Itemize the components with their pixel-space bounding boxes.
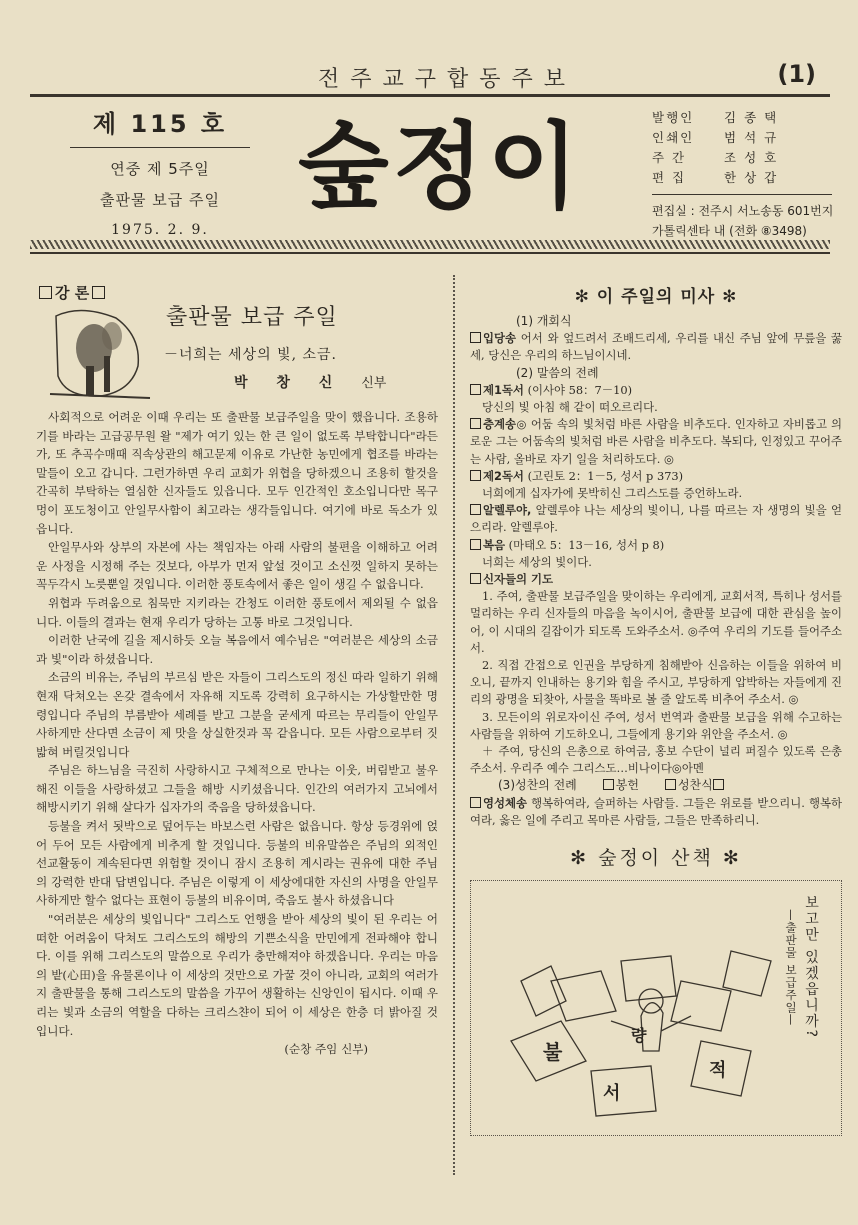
staff-list [652,108,842,241]
liturgical-week: 연중 제 5주일 [110,160,210,178]
paragraph: 이러한 난국에 길을 제시하듯 오늘 복음에서 예수님은 "여러분은 세상의 소금과 빛"이라 하셨읍니다. [36,633,438,666]
paragraph: 소금의 비유는, 주님의 부르심 받은 자들이 그리스도의 정신 따라 일하기 위해 현재 닥쳐오는 온갖 결속에서 자유해 지도록 강력히 요구하시는 가상할만한 명령입니다 주님의 부름받아 세례를 받고 그분을 굳세게 따르는 무리들이 안일무사하게만 산다면 소금이 제 맛을 상실한것과 꼭 같읍니다. 모든 사람으로부터 짓밟혀 버릴것입니다 [36,670,438,759]
box-icon [665,779,676,790]
mass-text [470,313,842,829]
first-reading: 제1독서 (이사야 58：7－10) [470,382,842,399]
box-icon [470,384,481,395]
header-top-rule [30,94,830,97]
psalm: 층계송◎ 어둠 속의 빛처럼 바른 사람을 비추도다. 인자하고 자비롭고 의로운 그는 어둠속의 빛처럼 바른 사람을 비추도다. 복되다, 인정있고 꾸어주는 사람, 올바로 자기 일을 처리하도다. ◎ [470,417,842,466]
box-icon [470,470,481,481]
first-reading-text: 당신의 빛 아침 해 같이 떠오르리다. [482,400,658,415]
publication-name: 전주교구합동주보 [318,67,577,92]
box-icon [470,418,481,429]
staff-role: 인쇄인 [652,130,695,145]
staff-row [652,148,842,168]
alleluia: 알렐루야, 알렐루야 나는 세상의 빛이니, 나를 따르는 자 생명의 빛을 얻으리라. 알렐루야. [470,503,842,535]
staff-divider [652,194,832,195]
box-icon [470,797,481,808]
occasion: 출판물 보급 주일 [100,191,220,209]
paragraph: 주님은 하느님을 극진히 사랑하시고 구체적으로 만나는 이웃, 버림받고 불우해진 이들을 사랑하셨고 그들을 해방 시키셨읍니다. 인간의 여러가지 고뇌에서 해방시키기 위해 살다가 십자가의 죽음을 당하셨읍니다. [36,763,438,815]
header-bottom-rule [30,252,830,254]
issue-date: 1975. 2. 9. [111,222,209,238]
gospel-text: 너희는 세상의 빛이다. [482,554,592,569]
article-subtitle: －너희는 세상의 빛, 소금. [164,347,337,363]
sign-char: 서 [603,1083,621,1105]
staff-role: 편 집 [652,170,687,185]
box-icon [470,539,481,550]
box-icon [470,504,481,515]
prayers-heading: 신자들의 기도 [470,571,842,588]
walk-title: ✻ 숲정이 산책 ✻ [570,847,742,870]
second-reading: 제2독서 (고린토 2：1－5, 성서 p 373) [470,468,842,485]
article-body [36,408,438,1059]
article-author: 박 창 신 신부 [234,375,387,391]
article-title: 출판물 보급 주일 [166,305,338,330]
masthead-title: 숲정이 [298,113,583,222]
office-phone: 가톨릭센타 내 (전화 ⑧3498) [652,224,807,238]
sign-char: 량 [631,1026,647,1046]
cartoon-subcaption: —출판물 보급주일— [784,909,798,1027]
box-icon [92,286,105,299]
column-divider [453,275,455,1175]
paragraph: 사회적으로 어려운 이때 우리는 또 출판물 보급주일을 맞이 했읍니다. 조용하기를 바라는 고급공무원 왈 "제가 여기 있는 한 큰 일이 없도록 부탁합니다"라든가, 또 추곡수매때 직속상관의 해고문제 이유로 가난한 농민에게 협조를 바라는 말들이 오고 갑니다. 그런가하면 우리 교회가 위협을 당하겠으니 조용히 할것을 간곡히 부탁하는 열심한 신자들도 있읍니다. 모두 인간적인 호소입니다만 목구멍이 포도청이고 안일무사함이 최고라는 생각들입니다. 여기에 바로 독소가 있읍니다. [36,410,438,536]
communion-antiphon: 영성체송 행복하여라, 슬퍼하는 사람들. 그들은 위로를 받으리니. 행복하여라, 옳은 일에 주리고 목마른 사람들, 그들은 만족하리니. [470,795,843,827]
staff-role: 발행인 [652,110,695,125]
candle-illustration-icon [46,306,156,402]
prayer-item: 1. 주여, 출판물 보급주일을 맞이하는 우리에게, 교회서적, 특히나 성서를 멀리하는 우리 신자들의 마음을 녹이시어, 출판물 보급에 대한 관심을 높이어, 이 시대의 길잡이가 되도록 도와주소서. ◎주여 우리의 기도를 들어주소서. [470,589,842,655]
staff-name: 조성호 [724,150,785,165]
books-cartoon-icon [491,921,791,1121]
eucharist-row [470,777,842,794]
staff-row [652,128,842,148]
cartoon-caption: 보고만 있겠읍니까? [803,895,819,1039]
staff-name: 김종택 [724,110,785,125]
section-heading: (2) 말씀의 전례 [516,365,599,380]
offertory-label: 봉헌 [603,777,639,794]
prayer-item: 3. 모든이의 위로자이신 주여, 성서 번역과 출판물 보급을 위해 수고하는 사람들을 위하여 기도하오니, 그들에게 용기와 위안을 주소서. ◎ [470,709,842,741]
issue-info [60,100,260,240]
communion-label: 성찬식 [665,777,726,794]
prayer-item: ＋ 주여, 당신의 은총으로 하여금, 홍보 수단이 널리 퍼질수 있도록 은총 주소서. 우리주 예수 그리스도…비나이다◎아멘 [470,744,842,776]
box-icon [603,779,614,790]
office-address: 편집실 : 전주시 서노송동 601번지 [652,204,834,218]
staff-name: 한상갑 [724,170,785,185]
staff-row [652,168,842,188]
box-icon [713,779,724,790]
header-hatch-rule [30,240,830,249]
section-heading: (1) 개회식 [516,314,572,328]
paragraph: 안일무사와 상부의 자본에 사는 책임자는 아래 사람의 불편을 이해하고 어려운 사정을 시정해 주는 것보다, 아부가 먼저 앞설 것이고 소신껏 일하지 못하는 꼭두각시 노릇뿐일 것입니다. 이러한 풍토속에서 좋은 일이 생길 수 없읍니다. [36,540,438,592]
prayer-item: 2. 직접 간접으로 인권을 부당하게 침해받아 신음하는 이들을 위하여 비오니, 끝까지 인내하는 용기와 힘을 주시고, 부당하게 압박하는 자들에게 진리의 광명을 되찾아, 사물을 똑바로 볼 줄 알도록 비추어 주소서. ◎ [470,658,842,707]
paragraph: 등불을 켜서 됫박으로 덮어두는 바보스런 사람은 없읍니다. 항상 등경위에 얹어 두어 모든 사람에게 비추게 할 것입니다. 등불의 비유말씀은 주님의 외적인 선교활동이 계속된다면 위험할 것이니 잠시 조용히 계시라는 권유에 대한 주님의 강력한 반대 답변입니다. 주님은 이렇게 이 세상에대한 자신의 사명을 안일무사하게만 할수 없다는 표현이 등불의 비유이며, 죽음도 불사 하셨읍니다 [36,819,438,908]
publication-header [30,58,830,96]
second-reading-text: 너희에게 십자가에 못박히신 그리스도를 증언하노라. [482,486,743,501]
box-icon [39,286,52,299]
editorial-column [36,282,438,1057]
gospel: 복음 (마태오 5：13－16, 성서 p 8) [470,537,842,554]
paragraph: 위협과 두려움으로 침묵만 지키라는 간청도 이러한 풍토에서 제외될 수 없읍니다. 이들의 결과는 현재 우리가 당하는 고통 바로 그것입니다. [36,595,438,629]
staff-role: 주 간 [652,150,687,165]
issue-number: 제 115 호 [92,110,228,138]
mass-title: ✻ 이 주일의 미사 ✻ [574,287,738,307]
cartoon-box [470,880,842,1136]
staff-name: 범석규 [724,130,785,145]
signoff: (순창 주임 신부) [284,1042,368,1057]
section-heading: (3)성찬의 전례 [498,778,577,793]
section-label: 강 론 [36,282,438,303]
issue-divider [70,147,250,148]
sign-char: 적 [709,1060,727,1082]
box-icon [470,332,481,343]
paragraph: "여러분은 세상의 빛입니다" 그리스도 언행을 받아 세상의 빛이 된 우리는 어떠한 어려움이 닥쳐도 그리스도의 해방의 기쁜소식을 만민에게 전파해야 합니다. 이를 위해 그리스도의 말씀으로 우리가 충만해져야 하겠읍니다. 우리는 마음의 밭(心田)을 유물론이나 이 세상의 것만으로 가꿀 것이 아니라, 교회의 여러가지 출판물을 통해 그리스도의 말씀을 가꾸어 생활하는 신앙인이 됩시다. 이때 우리는 빛과 소금의 역할을 다하는 크리스챤이 되어 이 세상은 한층 더 밝아질 것입니다. [36,912,438,1038]
mass-column [470,282,842,1136]
page-number: (1) [777,60,816,88]
staff-row [652,108,842,128]
sign-char: 불 [543,1040,563,1065]
entrance-antiphon: 입당송 어서 와 엎드려서 조배드리세, 우리를 내신 주님 앞에 무릎을 꿇세, 당신은 우리의 하느님이시네. [470,331,842,363]
box-icon [470,573,481,584]
